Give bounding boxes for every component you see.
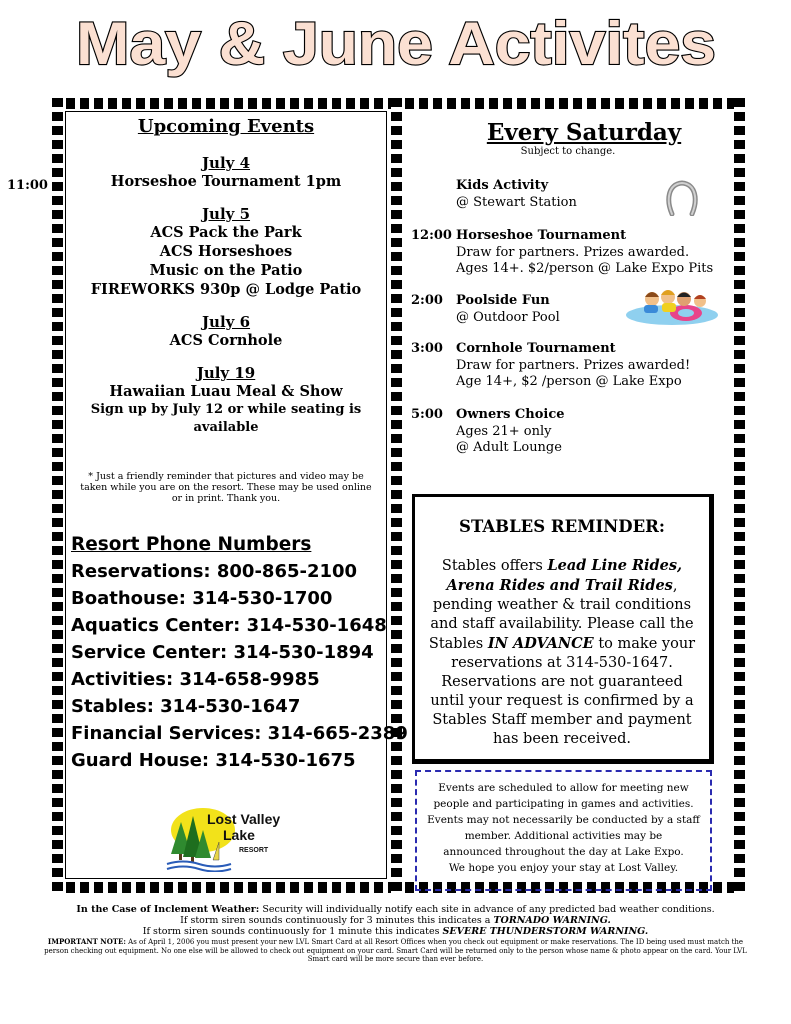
schedule-line: Ages 14+. $2/person @ Lake Expo Pits <box>456 261 714 276</box>
schedule-name: Poolside Fun <box>456 293 550 308</box>
notice-line: Events are scheduled to allow for meeting new <box>438 782 689 794</box>
schedule-name: Owners Choice <box>456 407 565 422</box>
logo-text-line2: Lake <box>223 827 255 843</box>
subject-to-change: Subject to change. <box>520 146 616 157</box>
schedule-time: 5:00 <box>411 407 443 422</box>
schedule-name: Horseshoe Tournament <box>456 228 627 243</box>
event-date: July 4 <box>201 154 251 172</box>
every-saturday-panel <box>404 112 744 157</box>
tornado-text: If storm siren sounds continuously for 3 minutes this indicates a <box>180 915 494 926</box>
event-line: FIREWORKS 930p @ Lodge Patio <box>90 281 362 298</box>
event-line: ACS Horseshoes <box>159 243 293 260</box>
tornado-warning: TORNADO WARNING. <box>493 915 611 926</box>
notice-line: Events may not necessarily be conducted by a staff <box>427 814 700 826</box>
event-july-6 <box>65 313 387 350</box>
stables-text: to make your reservations at 314-530-1647. Reservations are not guaranteed until your request is confirmed by a Stables Staff member and payment has been received. <box>430 636 696 747</box>
schedule-notice-box <box>415 770 712 891</box>
photo-reminder: * Just a friendly reminder that pictures and video may be taken while you are on the resort. These may be used online or in print. Thank you. <box>80 471 372 504</box>
tornado-line <box>40 915 751 926</box>
footer <box>40 904 751 964</box>
upcoming-events-title: Upcoming Events <box>137 116 315 137</box>
schedule-body-poolside <box>456 293 560 326</box>
logo-text-line1: Lost Valley <box>207 811 281 827</box>
schedule-time: 2:00 <box>411 293 443 308</box>
stables-text: , pending weather & trail conditions and staff availability. Please call the Stables <box>428 578 694 652</box>
stables-emphasis-advance: IN ADVANCE <box>487 635 594 652</box>
logo-text-line3: RESORT <box>239 847 269 854</box>
phone-aquatics: Aquatics Center: 314-530-1648 <box>71 615 387 636</box>
schedule-time-cornhole <box>411 341 455 358</box>
notice-line: We hope you enjoy your stay at Lost Valley. <box>448 862 679 874</box>
schedule-body-kids <box>456 178 577 211</box>
event-line: Hawaiian Luau Meal & Show <box>109 383 343 400</box>
schedule-body-horseshoe <box>456 228 746 278</box>
notice-line: member. Additional activities may be <box>464 830 663 842</box>
important-note-text: As of April 1, 2006 you must present your new LVL Smart Card at all Resort Offices when you check out equipment or make reservations. The ID being used must match the person checking out equipment. No one else will be allowed to check out equipment on your card. Smart Card will be returned only to the person whose name & photo appear on the card. Your LVL Smart card will be more secure than ever before. <box>44 938 747 963</box>
weather-label: In the Case of Inclement Weather: <box>76 904 260 915</box>
event-date: July 5 <box>201 205 251 223</box>
weather-text: Security will individually notify each site in advance of any predicted bad weather conditions. <box>259 904 715 915</box>
thunderstorm-warning: SEVERE THUNDERSTORM WARNING. <box>442 926 649 937</box>
stables-reminder-title: STABLES REMINDER: <box>459 517 665 536</box>
event-july-4 <box>65 154 387 191</box>
schedule-time: 3:00 <box>411 341 443 356</box>
stables-emphasis-rides: Lead Line Rides, Arena Rides and Trail Rides <box>446 557 683 594</box>
schedule-time-poolside <box>411 293 455 310</box>
phones-title: Resort Phone Numbers <box>71 534 312 555</box>
stables-text: Stables offers <box>441 558 548 574</box>
event-date: July 19 <box>196 364 256 382</box>
event-line: Music on the Patio <box>149 262 303 279</box>
phone-guard-house: Guard House: 314-530-1675 <box>71 750 356 771</box>
schedule-name: Cornhole Tournament <box>456 341 616 356</box>
schedule-line: @ Outdoor Pool <box>456 309 560 325</box>
event-line: ACS Pack the Park <box>150 224 302 241</box>
stables-reminder-body <box>415 556 709 749</box>
schedule-time: 11:00 <box>7 178 48 193</box>
schedule-line: Draw for partners. Prizes awarded! <box>456 357 691 373</box>
notice-line: announced throughout the day at Lake Expo. <box>443 846 684 858</box>
schedule-body-owners <box>456 407 565 457</box>
event-line: ACS Cornhole <box>169 332 283 349</box>
thunderstorm-text: If storm siren sounds continuously for 1 minute this indicates <box>142 926 443 937</box>
schedule-time-owners <box>411 407 455 424</box>
schedule-line: @ Adult Lounge <box>456 440 562 455</box>
schedule-body-cornhole <box>456 341 746 391</box>
event-date: July 6 <box>201 313 251 331</box>
schedule-time-horseshoe <box>411 228 455 245</box>
weather-line <box>40 904 751 915</box>
schedule-line: Age 14+, $2 /person @ Lake Expo <box>456 374 682 389</box>
event-line: Sign up by July 12 or while seating is available <box>90 402 362 435</box>
event-july-19 <box>65 364 387 437</box>
page-title-text: May & June Activites <box>76 10 716 77</box>
thunderstorm-line <box>40 926 751 937</box>
page-title <box>0 2 791 82</box>
phone-stables: Stables: 314-530-1647 <box>71 696 301 717</box>
upcoming-events-panel <box>65 112 408 890</box>
pool-kids-icon <box>624 283 720 331</box>
phone-boathouse: Boathouse: 314-530-1700 <box>71 588 333 609</box>
schedule-line: Draw for partners. Prizes awarded. <box>456 244 690 260</box>
phone-activities: Activities: 314-658-9985 <box>71 669 320 690</box>
notice-line: people and participating in games and activities. <box>433 798 694 810</box>
event-line: Horseshoe Tournament 1pm <box>110 173 342 190</box>
phone-financial: Financial Services: 314-665-2389 <box>71 723 408 744</box>
phone-reservations: Reservations: 800-865-2100 <box>71 561 358 582</box>
stables-reminder-box <box>412 494 714 764</box>
horseshoe-icon <box>666 180 698 220</box>
resort-phone-numbers <box>71 532 408 774</box>
phone-service: Service Center: 314-530-1894 <box>71 642 374 663</box>
schedule-time: 12:00 <box>411 228 452 243</box>
important-note <box>40 938 751 964</box>
every-saturday-title: Every Saturday <box>486 119 682 146</box>
event-july-5 <box>65 205 387 299</box>
schedule-line: Ages 21+ only <box>456 423 552 439</box>
schedule-name: Kids Activity <box>456 178 549 193</box>
schedule-line: @ Stewart Station <box>456 194 577 210</box>
important-note-label: IMPORTANT NOTE: <box>47 937 126 946</box>
lost-valley-logo <box>163 802 283 876</box>
